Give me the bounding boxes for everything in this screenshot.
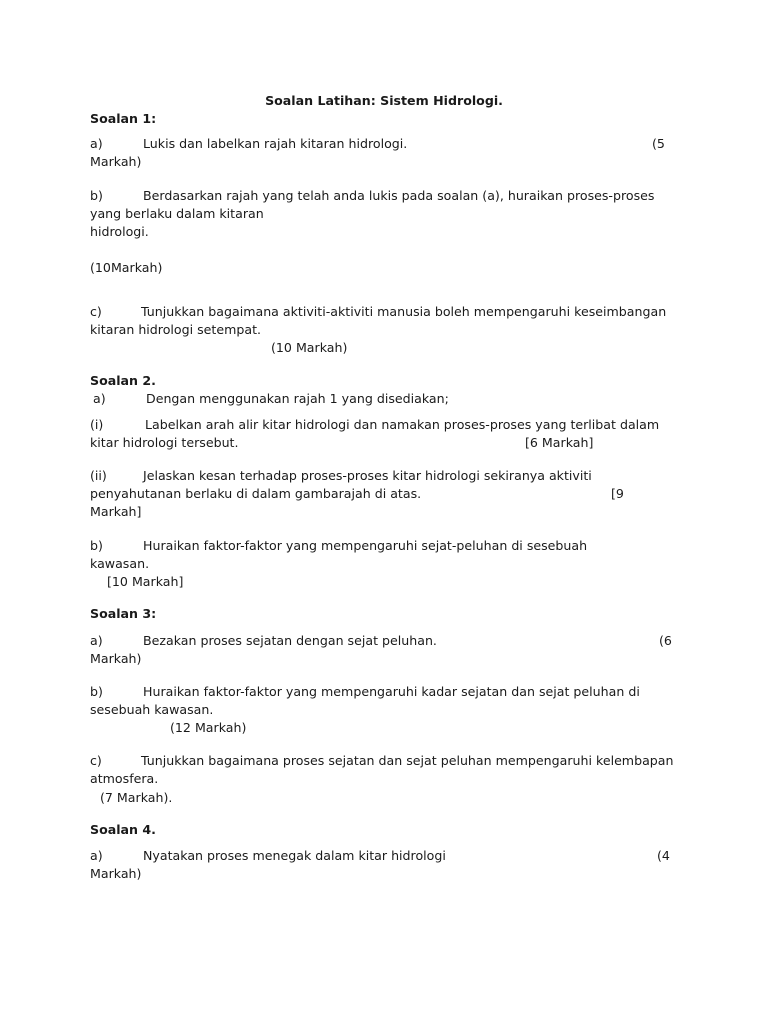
q2a-text: Dengan menggunakan rajah 1 yang disediakan;	[146, 391, 449, 406]
q1c-line1: Tunjukkan bagaimana aktiviti-aktiviti manusia boleh mempengaruhi keseimbangan	[141, 304, 667, 319]
q1b-label: b)	[90, 188, 103, 203]
question-3-heading: Soalan 3:	[90, 606, 157, 621]
q2a-label: a)	[93, 391, 106, 406]
q1b-line1: Berdasarkan rajah yang telah anda lukis pada soalan (a), huraikan proses-proses	[143, 188, 655, 203]
question-1-heading: Soalan 1:	[90, 111, 157, 126]
q3a-label: a)	[90, 633, 103, 648]
q2b-line1: Huraikan faktor-faktor yang mempengaruhi sejat-peluhan di sesebuah	[143, 538, 588, 553]
q3b-mark: (12 Markah)	[170, 720, 247, 735]
q2i-label: (i)	[90, 417, 104, 432]
q2ii-line1: Jelaskan kesan terhadap proses-proses kitar hidrologi sekiranya aktiviti	[143, 468, 592, 483]
q4a-text: Nyatakan proses menegak dalam kitar hidrologi	[143, 848, 446, 863]
q2i-mark: [6 Markah]	[525, 435, 594, 450]
q2b-label: b)	[90, 538, 103, 553]
q4a-mark-end: Markah)	[90, 866, 142, 881]
q3a-mark-end: Markah)	[90, 651, 142, 666]
q4a-label: a)	[90, 848, 103, 863]
q2b-mark: [10 Markah]	[107, 574, 184, 589]
q2b-line2: kawasan.	[90, 556, 150, 571]
q3c-label: c)	[90, 753, 102, 768]
q1c-label: c)	[90, 304, 102, 319]
q1a-label: a)	[90, 136, 103, 151]
question-2-heading: Soalan 2.	[90, 373, 156, 388]
q1b-line3: hidrologi.	[90, 224, 149, 239]
q2ii-mark-end: Markah]	[90, 504, 142, 519]
q2ii-line2: penyahutanan berlaku di dalam gambarajah di atas.	[90, 486, 422, 501]
q3c-mark: (7 Markah).	[100, 790, 173, 805]
q3b-line2: sesebuah kawasan.	[90, 702, 214, 717]
q1a-mark-end: Markah)	[90, 154, 142, 169]
q3a-mark-start: (6	[659, 633, 672, 648]
q2ii-label: (ii)	[90, 468, 107, 483]
q1a-mark-start: (5	[652, 136, 665, 151]
q2ii-mark-start: [9	[611, 486, 624, 501]
question-4-heading: Soalan 4.	[90, 822, 156, 837]
q3c-line1: Tunjukkan bagaimana proses sejatan dan sejat peluhan mempengaruhi kelembapan	[141, 753, 674, 768]
q1b-line2: yang berlaku dalam kitaran	[90, 206, 264, 221]
q3a-text: Bezakan proses sejatan dengan sejat peluhan.	[143, 633, 437, 648]
q1c-mark: (10 Markah)	[271, 340, 348, 355]
q2i-line2: kitar hidrologi tersebut.	[90, 435, 239, 450]
q3c-line2: atmosfera.	[90, 771, 159, 786]
q3b-label: b)	[90, 684, 103, 699]
q1b-mark: (10Markah)	[90, 260, 163, 275]
q3b-line1: Huraikan faktor-faktor yang mempengaruhi kadar sejatan dan sejat peluhan di	[143, 684, 640, 699]
q1a-text: Lukis dan labelkan rajah kitaran hidrologi.	[143, 136, 408, 151]
q2i-line1: Labelkan arah alir kitar hidrologi dan namakan proses-proses yang terlibat dalam	[145, 417, 660, 432]
document-title: Soalan Latihan: Sistem Hidrologi.	[265, 93, 503, 108]
q4a-mark-start: (4	[657, 848, 670, 863]
q1c-line2: kitaran hidrologi setempat.	[90, 322, 262, 337]
